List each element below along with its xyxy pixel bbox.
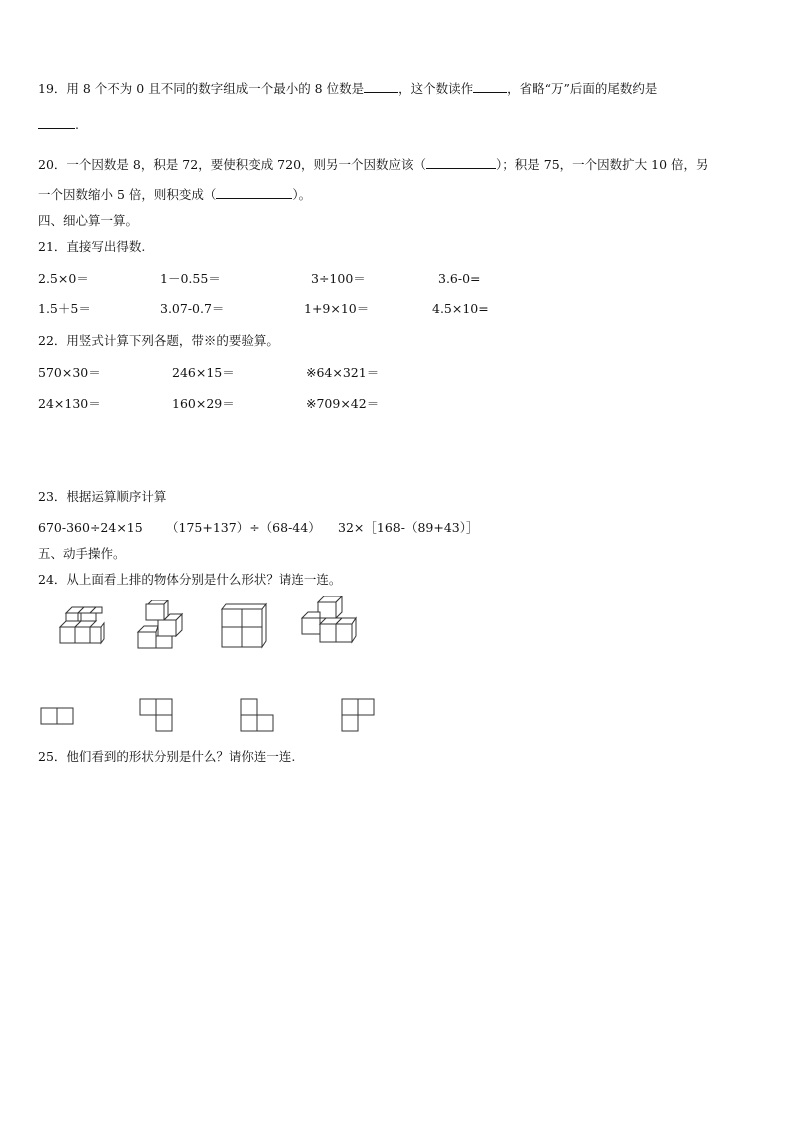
answer-blank[interactable] [38, 116, 75, 129]
top-view-shape-4 [341, 698, 379, 734]
top-view-shape-2 [139, 698, 177, 734]
calc-item: 1.5＋5＝ [38, 301, 91, 316]
top-view-shape-3 [240, 698, 278, 734]
question-23-title: 23．根据运算顺序计算 [38, 489, 167, 504]
q20-text-1b: ）；积是 75，一个因数扩大 10 倍，另 [496, 157, 709, 172]
question-22-title: 22．用竖式计算下列各题，带※的要验算。 [38, 333, 279, 348]
question-20 [38, 156, 709, 174]
calc-item: ※709×42＝ [306, 396, 380, 411]
calc-item: 3.6-0= [438, 271, 481, 286]
question-19-cont [38, 116, 79, 134]
calc-item: 24×130＝ [38, 396, 101, 411]
calc-item: 246×15＝ [172, 365, 235, 380]
q19-text-c: ，省略“万”后面的尾数约是 [507, 81, 658, 96]
answer-blank[interactable] [473, 80, 507, 93]
calc-item: ※64×321＝ [306, 365, 380, 380]
calc-item: 3÷100＝ [311, 271, 366, 286]
calc-item: 4.5×10= [432, 301, 489, 316]
q20-text-1a: 20．一个因数是 8，积是 72，要使积变成 720，则另一个因数应该（ [38, 157, 427, 172]
calc-item: 1－0.55＝ [160, 271, 221, 286]
cube-stack-figure-1 [52, 605, 108, 651]
top-view-shape-1 [40, 706, 76, 728]
q20-text-2a: 一个因数缩小 5 倍，则积变成（ [38, 187, 217, 202]
calc-item: 3.07-0.7＝ [160, 301, 225, 316]
calc-item: 570×30＝ [38, 365, 101, 380]
q20-text-2b: ）。 [292, 187, 312, 202]
question-25-title: 25．他们看到的形状分别是什么？请你连一连. [38, 749, 296, 764]
q19-text-d: . [75, 117, 79, 132]
cube-stack-figure-3 [218, 601, 270, 651]
question-24-title: 24．从上面看上排的物体分别是什么形状？请连一连。 [38, 572, 342, 587]
question-21-title: 21．直接写出得数. [38, 239, 146, 254]
calc-item: 2.5×0＝ [38, 271, 89, 286]
q19-text-b: ，这个数读作 [398, 81, 474, 96]
answer-blank[interactable] [216, 186, 292, 199]
cube-stack-figure-2 [132, 600, 188, 652]
calc-item: 670-360÷24×15 [38, 520, 143, 535]
question-19 [38, 80, 657, 98]
calc-item: （175+137）÷（68-44） [166, 520, 321, 535]
question-20-cont [38, 186, 311, 204]
q19-text-a: 19．用 8 个不为 0 且不同的数字组成一个最小的 8 位数是 [38, 81, 365, 96]
calc-item: 160×29＝ [172, 396, 235, 411]
cube-stack-figure-4 [298, 596, 360, 652]
answer-blank[interactable] [364, 80, 398, 93]
calc-item: 32×［168-（89+43）］ [338, 520, 479, 535]
calc-item: 1+9×10＝ [304, 301, 370, 316]
section-heading: 四、细心算一算。 [38, 213, 139, 228]
answer-blank[interactable] [426, 156, 496, 169]
section-heading: 五、动手操作。 [38, 546, 126, 561]
